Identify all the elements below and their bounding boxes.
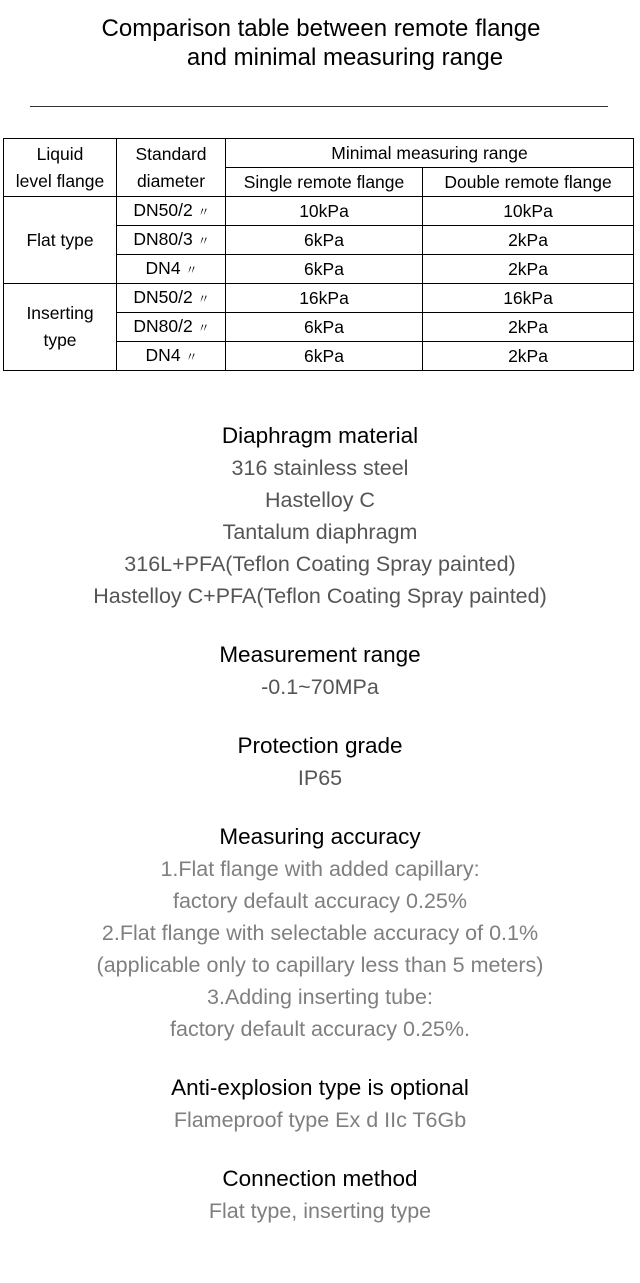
section-title: Diaphragm material <box>221 423 419 448</box>
title-divider <box>30 106 608 107</box>
header-liquid-level-flange <box>4 139 117 197</box>
section-line: -0.1~70MPa <box>261 675 379 699</box>
section-line: Flameproof type Ex d IIc T6Gb <box>173 1108 467 1132</box>
section-measurement-range <box>0 638 640 703</box>
inch-mark: 〃 <box>197 292 209 306</box>
group-label-inserting-type-line-1: Inserting <box>26 303 94 323</box>
section-line: 316L+PFA(Teflon Coating Spray painted) <box>124 552 516 576</box>
table-cell-diameter <box>117 197 226 226</box>
section-line: factory default accuracy 0.25%. <box>170 1017 470 1041</box>
group-label-flat-type <box>4 197 117 284</box>
section-line: (applicable only to capillary less than 5 meters) <box>96 953 544 977</box>
section-line: Hastelloy C+PFA(Teflon Coating Spray painted) <box>93 584 547 608</box>
section-line: Hastelloy C <box>265 488 375 512</box>
table-cell-double: 16kPa <box>423 284 634 313</box>
table-cell-diameter <box>117 226 226 255</box>
section-line: IP65 <box>297 766 343 790</box>
table-cell-single: 6kPa <box>226 226 423 255</box>
diameter-value: DN80/3 <box>133 229 193 249</box>
table-cell-diameter <box>117 313 226 342</box>
table-cell-diameter <box>117 284 226 313</box>
section-title: Connection method <box>222 1166 418 1191</box>
inch-mark: 〃 <box>185 263 197 277</box>
table-cell-double: 10kPa <box>423 197 634 226</box>
header-standard-diameter-line-1: Standard <box>135 143 207 164</box>
diameter-value: DN50/2 <box>133 287 193 307</box>
header-double-remote-flange: Double remote flange <box>423 168 634 197</box>
table-cell-single: 6kPa <box>226 313 423 342</box>
header-standard-diameter <box>117 139 226 197</box>
section-title: Measurement range <box>219 642 421 667</box>
section-connection-method <box>0 1162 640 1227</box>
inch-mark: 〃 <box>197 234 209 248</box>
spec-sections <box>0 419 640 1253</box>
section-measuring-accuracy <box>0 820 640 1045</box>
comparison-table <box>3 138 634 371</box>
section-line: Tantalum diaphragm <box>222 520 418 544</box>
table-cell-diameter <box>117 342 226 371</box>
diameter-value: DN4 <box>145 258 181 278</box>
section-protection-grade <box>0 729 640 794</box>
section-title: Anti-explosion type is optional <box>171 1075 469 1100</box>
header-liquid-level-flange-line-1: Liquid <box>36 143 84 164</box>
section-title: Measuring accuracy <box>219 824 421 849</box>
diameter-value: DN50/2 <box>133 200 193 220</box>
section-title: Protection grade <box>237 733 403 758</box>
table-cell-double: 2kPa <box>423 313 634 342</box>
section-line: 3.Adding inserting tube: <box>207 985 433 1009</box>
section-line: factory default accuracy 0.25% <box>173 889 467 913</box>
section-line: 1.Flat flange with added capillary: <box>160 857 480 881</box>
diameter-value: DN4 <box>145 345 181 365</box>
table-cell-diameter <box>117 255 226 284</box>
table-cell-double: 2kPa <box>423 226 634 255</box>
header-minimal-measuring-range: Minimal measuring range <box>226 139 634 168</box>
diameter-value: DN80/2 <box>133 316 193 336</box>
group-label-inserting-type-line-2: type <box>43 330 77 350</box>
section-line: 2.Flat flange with selectable accuracy of 0.1% <box>101 921 539 945</box>
header-liquid-level-flange-line-2: level flange <box>15 170 105 191</box>
inch-mark: 〃 <box>197 205 209 219</box>
section-diaphragm-material <box>0 419 640 612</box>
table-cell-double: 2kPa <box>423 255 634 284</box>
table-cell-double: 2kPa <box>423 342 634 371</box>
group-label-flat-type-line-1: Flat type <box>26 230 94 250</box>
header-single-remote-flange: Single remote flange <box>226 168 423 197</box>
group-label-inserting-type <box>4 284 117 371</box>
section-line: Flat type, inserting type <box>208 1199 432 1223</box>
header-standard-diameter-line-2: diameter <box>136 170 206 191</box>
page-title <box>0 14 640 72</box>
table-cell-single: 10kPa <box>226 197 423 226</box>
page-title-line-1: Comparison table between remote flange <box>101 15 541 42</box>
table-cell-single: 6kPa <box>226 255 423 284</box>
section-anti-explosion <box>0 1071 640 1136</box>
inch-mark: 〃 <box>185 350 197 364</box>
page-title-line-2: and minimal measuring range <box>186 44 504 71</box>
section-line: 316 stainless steel <box>231 456 409 480</box>
inch-mark: 〃 <box>197 321 209 335</box>
table-cell-single: 16kPa <box>226 284 423 313</box>
table-cell-single: 6kPa <box>226 342 423 371</box>
